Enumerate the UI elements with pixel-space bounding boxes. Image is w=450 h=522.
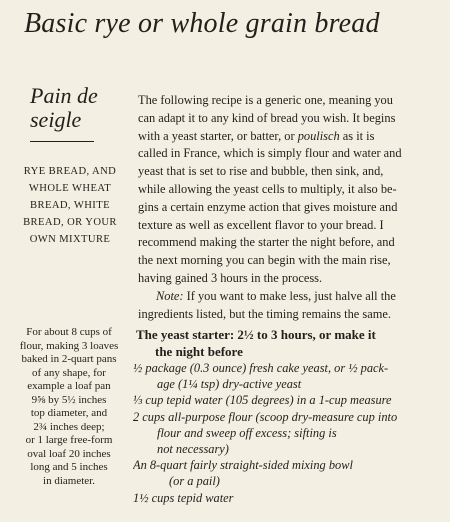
yield-note-line: 9⅝ by 5½ inches bbox=[31, 393, 107, 406]
paragraph-line: can adapt it to any kind of bread you wish. It begins bbox=[138, 110, 396, 125]
ingredient-line: (or a pail) bbox=[169, 474, 220, 489]
paragraph-line: having gained 3 hours in the process. bbox=[138, 270, 323, 285]
ingredient-list bbox=[133, 360, 447, 506]
paragraph-line: Note: If you want to make less, just halve all the bbox=[156, 288, 396, 303]
recipe-title: Basic rye or whole grain bread bbox=[24, 8, 380, 39]
ingredient-line: 1½ cups tepid water bbox=[133, 490, 234, 505]
yield-note-line: of any shape, for bbox=[32, 366, 106, 379]
paragraph-line: gins a certain enzyme action that gives moisture and bbox=[138, 199, 398, 214]
italic-term: poulisch bbox=[297, 128, 340, 143]
ingredient-line: not necessary) bbox=[157, 442, 229, 457]
italic-term: Note: bbox=[156, 288, 184, 303]
side-title-line: seigle bbox=[30, 107, 82, 132]
ingredient-line: 2 cups all-purpose flour (scoop dry-measure cup into bbox=[133, 409, 398, 424]
side-subtitle-line: OWN MIXTURE bbox=[29, 234, 111, 245]
side-title bbox=[30, 84, 140, 132]
section-heading-line: The yeast starter: 2½ to 3 hours, or make it bbox=[136, 327, 376, 342]
intro-paragraphs bbox=[138, 92, 442, 323]
yield-note-line: example a loaf pan bbox=[27, 380, 111, 392]
yield-note-line: 2¾ inches deep; bbox=[33, 420, 105, 433]
side-title-rule bbox=[30, 141, 94, 142]
paragraph-line: yeast that is set to rise and bubble, then sink, and, bbox=[138, 164, 384, 179]
paragraph-line: recommend making the starter the night before, and bbox=[138, 235, 395, 250]
side-subtitle-line: BREAD, OR YOUR bbox=[23, 217, 117, 228]
ingredient-line: ⅓ cup tepid water (105 degrees) in a 1-cup measure bbox=[133, 393, 392, 408]
side-subtitle-line: WHOLE WHEAT bbox=[28, 183, 112, 194]
paragraph-line: ingredients listed, but the timing remains the same. bbox=[138, 306, 391, 321]
section-heading-line: the night before bbox=[155, 344, 243, 359]
paragraph-line: texture as well as excellent flavor to your bread. I bbox=[138, 217, 384, 232]
paragraph-line: with a yeast starter, or batter, or poulisch as it is bbox=[138, 128, 375, 143]
ingredient-line: An 8-quart fairly straight-sided mixing bowl bbox=[133, 458, 353, 473]
yield-note-line: flour, making 3 loaves bbox=[19, 339, 119, 352]
yield-note-line: or 1 large free-form bbox=[25, 434, 113, 446]
yield-note-line: top diameter, and bbox=[30, 407, 108, 419]
paragraph-line: the next morning you can begin with the main rise, bbox=[138, 253, 391, 268]
side-subtitle-line: BREAD, WHITE bbox=[30, 200, 110, 211]
ingredient-line: ½ package (0.3 ounce) fresh cake yeast, or ½ pack- bbox=[133, 361, 389, 375]
yield-note bbox=[4, 326, 134, 488]
side-title-line: Pain de bbox=[30, 83, 98, 108]
yield-note-line: baked in 2-quart pans bbox=[21, 353, 117, 365]
yield-note-line: For about 8 cups of bbox=[26, 326, 112, 338]
yield-note-line: long and 5 inches bbox=[30, 461, 108, 473]
paragraph-line: while allowing the yeast cells to multiply, it also be- bbox=[138, 181, 397, 196]
paragraph-line: The following recipe is a generic one, meaning you bbox=[138, 93, 393, 107]
ingredient-line: age (1¼ tsp) dry-active yeast bbox=[157, 377, 302, 392]
paragraph-line: called in France, which is simply flour and water and bbox=[138, 146, 402, 161]
side-subtitle-line: RYE BREAD, AND bbox=[23, 166, 117, 177]
ingredient-line: flour and sweep off excess; sifting is bbox=[157, 425, 337, 440]
yield-note-line: in diameter. bbox=[43, 474, 95, 487]
side-subtitle bbox=[8, 163, 132, 248]
section-heading bbox=[136, 326, 446, 360]
yield-note-line: oval loaf 20 inches bbox=[27, 447, 111, 460]
